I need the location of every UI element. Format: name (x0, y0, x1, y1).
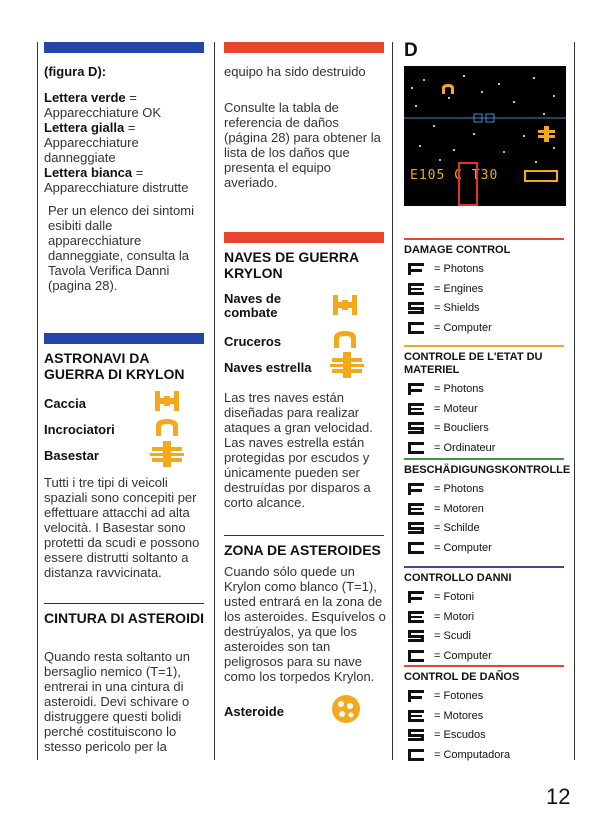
damage-group-title: CONTROL DE DAÑOS (404, 671, 520, 683)
group-rule (404, 665, 564, 667)
engines-letter-icon (408, 503, 424, 515)
damage-group-title: CONTROLE DE L'ETAT DU MATERIEL (404, 351, 543, 376)
damage-item-label: = Moteur (434, 402, 478, 415)
asteroid-zone-description: Cuando sólo quede un Krylon como blanco (T=1), usted entrará en la zona de los asteroides. Esquívelos o destrúyalos, ya que los asteroides son tan peligrosos para su nave como los torpedos Krylon. (224, 564, 386, 684)
damage-item (408, 483, 484, 495)
blue-section-bar (44, 333, 204, 344)
ship-label: Caccia (44, 395, 86, 411)
legend-key-yellow: Lettera gialla (44, 120, 125, 135)
column-rule-1 (214, 42, 215, 760)
legend-value-yellow: = Apparecchiature danneggiate (44, 120, 139, 165)
group-rule (404, 458, 564, 460)
damage-item (408, 503, 484, 515)
damage-group-title: CONTROLLO DANNI (404, 572, 512, 584)
asteroid-belt-description: Quando resta soltanto un bersaglio nemico (T=1), entrerai in una cintura di asteroidi. Devi schivare o distruggere questi bolidi perché costituiscono lo stesso pericolo per la (44, 649, 190, 754)
damage-item (408, 729, 486, 741)
photons-letter-icon (408, 383, 424, 395)
damage-item-label: = Boucliers (434, 422, 489, 434)
page-number: 12 (546, 784, 571, 809)
damage-item (408, 749, 510, 761)
section-title-krylon-ships: NAVES DE GUERRA KRYLON (224, 249, 359, 281)
computer-letter-icon (408, 442, 424, 454)
asteroid-label: Asteroide (224, 703, 284, 719)
damage-item-label: = Computadora (434, 748, 511, 761)
engines-letter-icon (408, 710, 424, 722)
damage-readout: E105 C T30 (410, 168, 499, 183)
group-rule (404, 566, 564, 568)
damage-item-label: = Fotoni (434, 591, 475, 603)
legend-value-green: = Apparecchiature OK (44, 90, 162, 120)
damage-table-note: Per un elenco dei sintomi esibiti dalle apparecchiature danneggiate, consulta la Tavola Verifica Danni (pagina 28). (48, 203, 194, 293)
starfield (404, 66, 566, 206)
column-rule-left (37, 42, 38, 760)
computer-letter-icon (408, 322, 424, 334)
krylon-ships-description: Las tres naves están diseñadas para realizar ataques a gran velocidad. Las naves estrella están protegidas por escudos y únicamente pueden ser destruídas por disparos a corto alcance. (224, 390, 373, 510)
ship-row-cruiser (44, 420, 204, 438)
legend-key-white: Lettera bianca (44, 165, 133, 180)
computer-letter-icon (408, 749, 424, 761)
color-legend (44, 90, 209, 195)
damage-item (408, 710, 483, 722)
column-rule-2 (392, 42, 393, 760)
section-divider (224, 535, 384, 536)
photons-letter-icon (408, 591, 424, 603)
basestar-icon (330, 352, 364, 378)
damage-table-note: Consulte la tabla de referencia de daños (página 28) para obtener la lista de los daños que presenta el equipo averiado. (224, 100, 381, 190)
torpedo-indicator (524, 170, 558, 182)
damage-item-label: = Motoren (434, 502, 484, 515)
damage-item-label: = Fotones (434, 690, 484, 702)
ship-label: Naves de combate (224, 291, 282, 320)
damage-item-label: = Computer (434, 649, 492, 662)
section-title-asteroid-zone: ZONA DE ASTEROIDES (224, 542, 381, 558)
shields-letter-icon (408, 729, 424, 741)
damage-item (408, 263, 484, 275)
damage-item (408, 522, 480, 534)
fighter-icon (154, 390, 180, 412)
krylon-ships-description: Tutti i tre tipi di veicoli spaziali sono concepiti per effettuare attacchi ad alta velocità. I Basestar sono protetti da scudi e possono essere distrutti soltanto a distanza ravvicinata. (44, 475, 200, 580)
damage-item (408, 403, 478, 415)
ship-label: Basestar (44, 447, 99, 463)
computer-letter-icon (408, 542, 424, 554)
engines-letter-icon (408, 283, 424, 295)
blue-header-bar (44, 42, 204, 53)
asteroid-row (224, 702, 324, 720)
ship-row-basestar (224, 358, 334, 376)
section-title-asteroid-belt: CINTURA DI ASTEROIDI (44, 610, 204, 626)
damage-item-label: = Escudos (434, 729, 486, 741)
section-title-krylon-ships: ASTRONAVI DA GUERRA DI KRYLON (44, 350, 185, 382)
damage-item (408, 630, 471, 642)
ship-label: Naves estrella (224, 359, 312, 375)
legend-key-green: Lettera verde (44, 90, 126, 105)
engines-letter-icon (408, 403, 424, 415)
column-rule-right (574, 42, 575, 760)
engines-letter-icon (408, 611, 424, 623)
damage-item (408, 611, 474, 623)
damage-group-title: DAMAGE CONTROL (404, 244, 511, 256)
highlight-box (458, 162, 478, 206)
figure-label: D (404, 40, 418, 61)
damage-item-label: = Ordinateur (434, 441, 496, 454)
damage-item (408, 302, 480, 314)
damage-item-label: = Motori (434, 610, 475, 623)
ship-row-fighter (224, 292, 324, 320)
group-rule (404, 345, 564, 347)
damage-item-label: = Schilde (434, 522, 480, 534)
cruiser-icon (332, 328, 358, 350)
photons-letter-icon (408, 483, 424, 495)
fighter-icon (332, 294, 358, 316)
ship-row-cruiser (224, 332, 324, 350)
damage-item (408, 650, 492, 662)
ship-row-fighter (44, 394, 204, 412)
continued-text: equipo ha sido destruido (224, 64, 366, 79)
damage-item-label: = Computer (434, 541, 492, 554)
damage-item (408, 442, 495, 454)
damage-item (408, 422, 489, 434)
shields-letter-icon (408, 302, 424, 314)
group-rule (404, 238, 564, 240)
damage-item-label: = Computer (434, 321, 492, 334)
damage-item-label: = Photons (434, 263, 484, 275)
photons-letter-icon (408, 690, 424, 702)
shields-letter-icon (408, 630, 424, 642)
ship-label: Incrociatori (44, 421, 115, 437)
red-section-bar (224, 232, 384, 243)
damage-item (408, 542, 492, 554)
red-header-bar (224, 42, 384, 53)
damage-item-label: = Photons (434, 483, 484, 495)
shields-letter-icon (408, 422, 424, 434)
damage-group-title: BESCHÄDIGUNGSKONTROLLE (404, 464, 571, 476)
photons-letter-icon (408, 263, 424, 275)
asteroid-icon (331, 694, 361, 724)
damage-item-label: = Engines (434, 282, 484, 295)
damage-item (408, 690, 483, 702)
figure-reference: (figura D): (44, 64, 107, 79)
shields-letter-icon (408, 522, 424, 534)
damage-item-label: = Shields (434, 302, 480, 314)
damage-item (408, 591, 474, 603)
computer-letter-icon (408, 650, 424, 662)
damage-item-label: = Scudi (434, 630, 471, 642)
damage-item-label: = Photons (434, 383, 484, 395)
basestar-icon (150, 441, 184, 467)
legend-value-white: = Apparecchiature distrutte (44, 165, 189, 195)
damage-item (408, 322, 492, 334)
game-screenshot (404, 66, 566, 206)
damage-item-label: = Motores (434, 709, 484, 722)
cruiser-icon (154, 416, 180, 438)
section-divider (44, 603, 204, 604)
damage-item (408, 283, 483, 295)
damage-item (408, 383, 484, 395)
ship-label: Cruceros (224, 333, 282, 349)
